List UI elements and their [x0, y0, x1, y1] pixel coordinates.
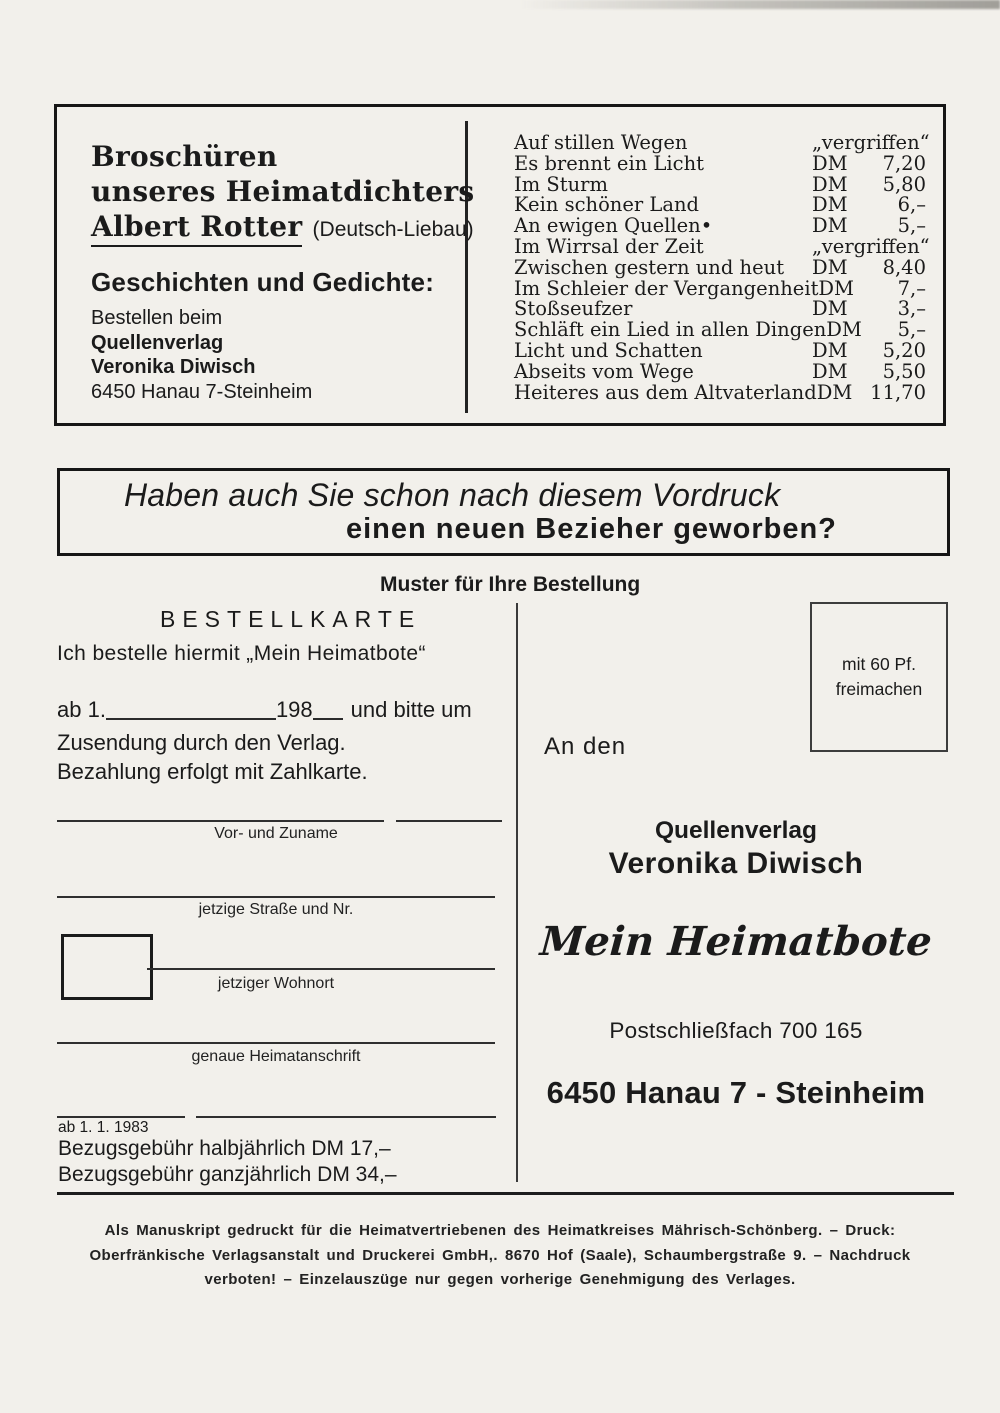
scan-artifact: [520, 0, 1000, 9]
heading-line1: Broschüren: [91, 140, 278, 173]
book-price: 5,80: [882, 172, 926, 196]
book-row: [514, 216, 926, 237]
book-price: 6,–: [897, 193, 926, 217]
book-price-list: [514, 131, 930, 404]
brochure-subheading: Geschichten und Gedichte:: [91, 267, 435, 297]
date-blank-line: [106, 718, 276, 720]
date-prefix: ab 1.: [57, 697, 106, 722]
heading-line2: unseres Heimatdichters: [91, 175, 475, 208]
book-row: [514, 255, 926, 279]
home-address-field-line: [57, 1042, 495, 1044]
book-price: 7,20: [882, 151, 926, 175]
book-price: 5,–: [897, 214, 926, 238]
banner-line2: einen neuen Bezieher geworben?: [346, 513, 837, 545]
book-row: [514, 151, 926, 175]
recipient-po-box: Postschließfach 700 165: [609, 1018, 863, 1043]
book-currency: DM: [812, 172, 848, 196]
book-row: [514, 172, 926, 196]
book-price: „vergriffen“: [812, 234, 930, 258]
name-field-line: [57, 820, 384, 822]
fee-half-year: Bezugsgebühr halbjährlich DM 17,–: [58, 1137, 391, 1160]
subscription-start-line: [57, 697, 472, 723]
book-price: 11,70: [870, 380, 926, 404]
book-title: Auf stillen Wegen: [514, 131, 688, 154]
book-price: 5,50: [882, 359, 926, 383]
book-price: 3,–: [897, 297, 926, 321]
imprint-line3: verboten! – Einzelauszüge nur gegen vorherige Genehmigung des Verlages.: [204, 1271, 796, 1288]
postage-stamp-box: [810, 602, 948, 752]
magazine-logotype: Mein Heimatbote: [538, 918, 934, 965]
footer-rule: [57, 1192, 954, 1195]
home-address-field-label: genaue Heimatanschrift: [191, 1048, 361, 1065]
book-price: 5,–: [897, 318, 926, 342]
signature-field-line-left: [57, 1116, 185, 1118]
publisher-owner: Veronika Diwisch: [91, 356, 256, 378]
imprint-line1: Als Manuskript gedruckt für die Heimatvertriebenen des Heimatkreises Mährisch-Schönberg. – Druck:: [104, 1222, 896, 1239]
author-origin: (Deutsch-Liebau): [312, 218, 474, 241]
card-center-divider: [516, 603, 518, 1182]
book-title: Kein schöner Land: [514, 193, 700, 217]
book-price: 7,–: [897, 276, 926, 300]
publisher-address: 6450 Hanau 7-Steinheim: [91, 381, 313, 403]
book-title: Im Schleier der Vergangenheit: [514, 276, 819, 300]
book-currency: DM: [812, 297, 848, 321]
book-row: [514, 234, 930, 258]
city-field-line: [147, 968, 495, 970]
book-title: Heiteres aus dem Altvaterland: [514, 380, 817, 404]
salutation: An den: [544, 733, 627, 760]
effective-date: ab 1. 1. 1983: [58, 1119, 149, 1136]
order-sentence2: Zusendung durch den Verlag.: [57, 730, 346, 755]
book-currency: DM: [816, 380, 853, 404]
year-blank-line: [313, 718, 343, 720]
book-row: [514, 359, 926, 383]
book-row: [514, 131, 930, 154]
book-title: An ewigen Quellen•: [514, 214, 713, 238]
recipient-owner: Veronika Diwisch: [608, 847, 864, 880]
imprint: [45, 1219, 955, 1293]
publisher-name: Quellenverlag: [91, 332, 224, 354]
book-currency: DM: [812, 338, 848, 362]
brochure-ad-box: [54, 104, 946, 426]
book-row: [514, 299, 926, 320]
book-currency: DM: [812, 359, 848, 383]
fee-full-year: Bezugsgebühr ganzjährlich DM 34,–: [58, 1163, 397, 1186]
author-name: Albert Rotter: [91, 209, 302, 247]
book-price: „vergriffen“: [812, 131, 930, 154]
order-sample-heading: Muster für Ihre Bestellung: [380, 573, 641, 596]
book-currency: DM: [812, 214, 848, 238]
book-title: Im Sturm: [514, 172, 608, 196]
stamp-line2: freimachen: [835, 679, 923, 699]
name-field-line-right: [396, 820, 502, 822]
signature-field-line-right: [196, 1116, 496, 1118]
book-title: Im Wirrsal der Zeit: [514, 234, 704, 258]
book-title: Stoßseufzer: [514, 297, 633, 321]
book-title: Es brennt ein Licht: [514, 151, 704, 175]
book-currency: DM: [812, 151, 848, 175]
book-price: 8,40: [882, 255, 926, 279]
book-currency: DM: [818, 276, 855, 300]
order-sentence3: Bezahlung erfolgt mit Zahlkarte.: [57, 759, 368, 784]
street-field-label: jetzige Straße und Nr.: [198, 901, 354, 918]
city-field-label: jetziger Wohnort: [217, 975, 335, 992]
imprint-line2: Oberfränkische Verlagsanstalt und Druckerei GmbH,. 8670 Hof (Saale), Schaumbergstraße 9. – Nachdruck: [89, 1246, 911, 1264]
name-field-label: Vor- und Zuname: [214, 825, 338, 842]
year-prefix: 198: [275, 697, 313, 722]
book-title: Licht und Schatten: [514, 338, 703, 362]
banner-line1: Haben auch Sie schon nach diesem Vordruck: [124, 477, 781, 513]
book-row: [514, 338, 926, 362]
book-title: Zwischen gestern und heut: [514, 255, 785, 279]
book-row: [514, 195, 926, 216]
book-currency: DM: [812, 255, 848, 279]
book-title: Schläft ein Lied in allen Dingen: [514, 318, 827, 342]
heading-line3: [91, 209, 474, 247]
book-row: [514, 380, 926, 404]
book-title: Abseits vom Wege: [514, 359, 694, 383]
recruitment-banner-box: [57, 468, 950, 556]
order-intro-sentence: Ich bestelle hiermit „Mein Heimatbote“: [57, 642, 426, 665]
stamp-line1: mit 60 Pf.: [842, 654, 916, 674]
order-card-title: BESTELLKARTE: [160, 606, 422, 632]
book-price: 5,20: [882, 338, 926, 362]
book-currency: DM: [812, 193, 848, 217]
order-note: Bestellen beim: [91, 307, 223, 329]
book-currency: DM: [826, 318, 862, 342]
book-row: [514, 276, 926, 300]
street-field-line: [57, 896, 495, 898]
recipient-city: 6450 Hanau 7 - Steinheim: [546, 1075, 926, 1110]
book-row: [514, 320, 926, 341]
date-suffix: und bitte um: [350, 697, 472, 722]
brochure-heading: [91, 139, 474, 247]
recipient-publisher: Quellenverlag: [654, 817, 818, 844]
